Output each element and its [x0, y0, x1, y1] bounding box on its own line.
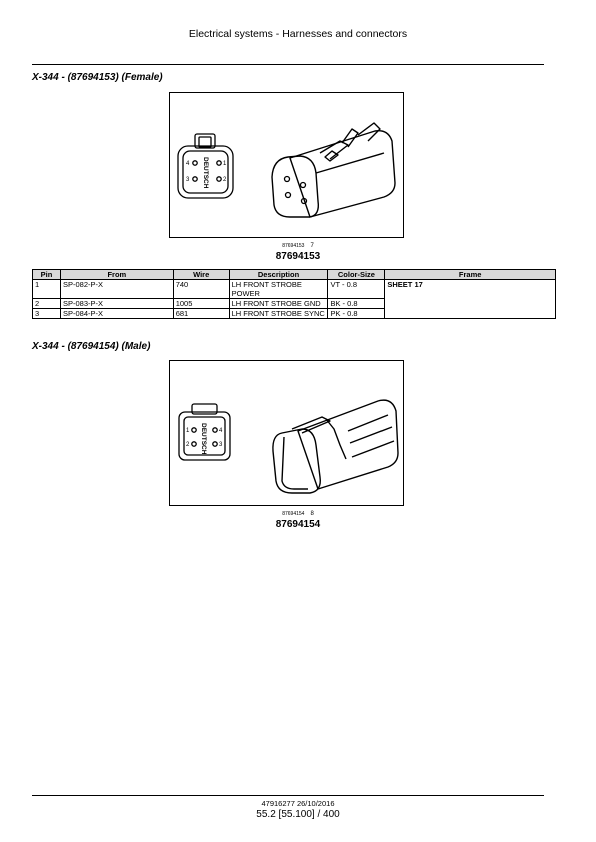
cell-frame: SHEET 17 [385, 280, 556, 319]
cell-color-size: PK - 0.8 [328, 309, 385, 319]
cell-wire: 1005 [173, 299, 229, 309]
cell-pin: 3 [33, 309, 61, 319]
pin-cavity [192, 442, 196, 446]
pin-label: 1 [223, 161, 227, 167]
pin-label: 2 [186, 442, 190, 448]
cell-description: LH FRONT STROBE GND [229, 299, 328, 309]
section-title-male: X-344 - (87694154) (Male) [32, 341, 151, 352]
body-edge [348, 415, 388, 431]
pin-cavity [286, 193, 291, 198]
figure-ref-female [0, 243, 596, 249]
pin-label: 3 [219, 442, 223, 448]
column-header-wire: Wire [173, 270, 229, 280]
pin-label: 4 [219, 428, 223, 434]
figure-ref-number: 7 [310, 243, 314, 249]
pin-cavity [192, 428, 196, 432]
pin-label: 2 [223, 177, 227, 183]
cell-description: LH FRONT STROBE SYNC [229, 309, 328, 319]
cell-wire: 740 [173, 280, 229, 299]
column-header-pin: Pin [33, 270, 61, 280]
table-header-row [33, 270, 556, 280]
page-header: Electrical systems - Harnesses and connectors [188, 28, 408, 40]
pin-cavity [193, 161, 197, 165]
figure-ref-male [0, 511, 596, 517]
pin-cavity [193, 177, 197, 181]
connector-body [290, 131, 395, 217]
footer-rule [32, 795, 544, 796]
column-header-description: Description [229, 270, 328, 280]
cell-description: LH FRONT STROBE POWER [229, 280, 328, 299]
table-row [33, 280, 556, 299]
column-header-color-size: Color-Size [328, 270, 385, 280]
deutsch-logo: DEUTSCH [200, 423, 207, 455]
column-header-from: From [60, 270, 173, 280]
cell-wire: 681 [173, 309, 229, 319]
footer-page-number: 55.2 [55.100] / 400 [256, 809, 340, 820]
cell-pin: 1 [33, 280, 61, 299]
cell-pin: 2 [33, 299, 61, 309]
latch-tip [358, 123, 380, 141]
body-edge [350, 427, 392, 443]
figure-ref-code: 87694153 [282, 243, 305, 249]
body-edge [352, 441, 394, 457]
figure-ref-code: 87694154 [282, 511, 305, 517]
latch-release [342, 129, 358, 147]
body-contour [326, 419, 346, 459]
pin-cavity [213, 442, 217, 446]
front-inner-edge [282, 437, 308, 489]
pin-cavity [217, 161, 221, 165]
figure-caption-male: 87694154 [275, 519, 321, 530]
cell-from: SP-084-P-X [60, 309, 173, 319]
figure-caption-female: 87694153 [275, 251, 321, 262]
connector-front [273, 429, 320, 493]
connector-front [272, 156, 318, 217]
figure-ref-number: 8 [310, 511, 314, 517]
section-title-female: X-344 - (87694153) (Female) [32, 72, 163, 83]
cell-color-size: VT - 0.8 [328, 280, 385, 299]
pin-table [32, 269, 556, 319]
header-rule [32, 64, 544, 65]
cell-color-size: BK - 0.8 [328, 299, 385, 309]
footer-doc-code: 47916277 26/10/2016 [261, 799, 335, 808]
pin-label: 4 [186, 161, 190, 167]
cell-from: SP-082-P-X [60, 280, 173, 299]
pin-label: 1 [186, 428, 190, 434]
figure-male-connector [169, 360, 404, 506]
cell-from: SP-083-P-X [60, 299, 173, 309]
male-connector-drawing [170, 361, 403, 505]
pin-cavity [301, 183, 306, 188]
figure-female-connector [169, 92, 404, 238]
pin-cavity [213, 428, 217, 432]
lock-wedge [325, 151, 338, 161]
pin-label: 3 [186, 177, 190, 183]
pin-cavity [217, 177, 221, 181]
deutsch-logo: DEUTSCH [202, 157, 209, 189]
female-connector-drawing [170, 93, 403, 237]
pin-cavity [285, 177, 290, 182]
column-header-frame: Frame [385, 270, 556, 280]
